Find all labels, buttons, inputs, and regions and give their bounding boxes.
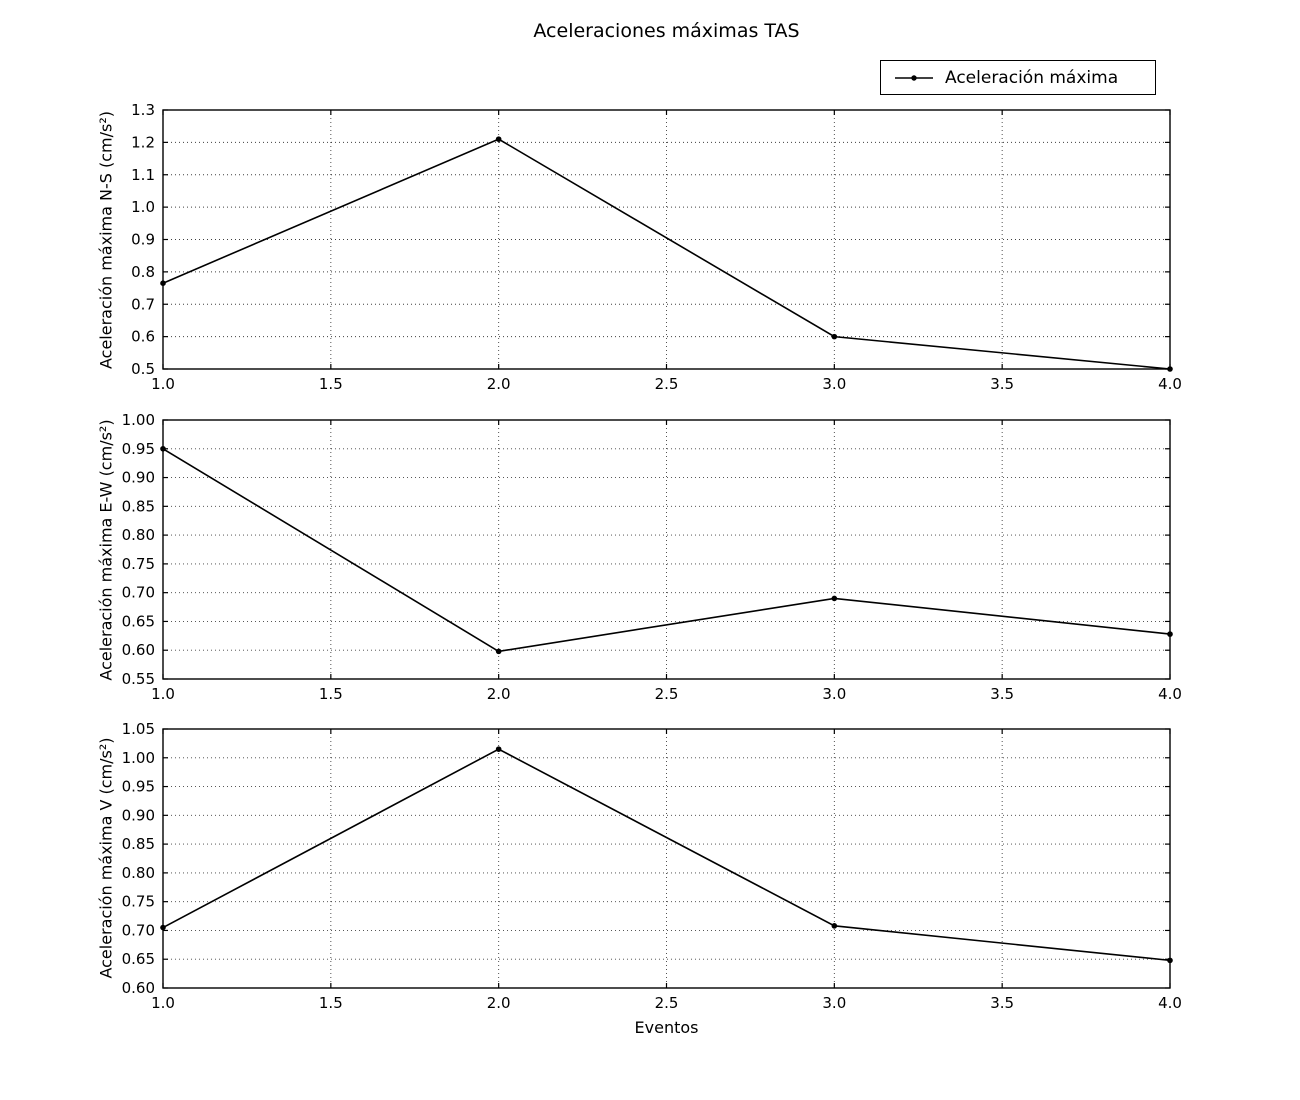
y-tick-label: 0.90	[121, 806, 155, 825]
y-tick-label: 0.70	[121, 583, 155, 602]
x-tick-label: 4.0	[1158, 375, 1182, 393]
y-tick-label: 0.85	[121, 835, 155, 854]
data-point-marker	[160, 925, 166, 931]
y-tick-label: 0.60	[121, 979, 155, 997]
x-tick-label: 4.0	[1158, 994, 1182, 1012]
data-point-marker	[496, 649, 502, 655]
x-tick-label: 3.5	[990, 994, 1015, 1012]
x-tick-label: 3.5	[990, 375, 1015, 393]
x-tick-label: 3.0	[822, 685, 847, 703]
data-point-marker	[160, 280, 166, 286]
y-tick-label: 0.80	[121, 863, 155, 882]
y-tick-label: 0.80	[121, 526, 155, 545]
x-tick-label: 2.0	[486, 685, 511, 703]
y-tick-label: 1.0	[131, 198, 155, 217]
x-tick-label: 1.0	[151, 375, 175, 393]
y-axis-label-ns: Aceleración máxima N-S (cm/s²)	[96, 110, 116, 370]
data-point-marker	[1167, 631, 1173, 637]
y-tick-label: 1.05	[121, 720, 155, 738]
y-tick-label: 0.65	[121, 950, 155, 969]
y-tick-label: 1.00	[121, 748, 155, 767]
y-tick-label: 0.55	[121, 670, 155, 688]
x-tick-label: 2.0	[486, 994, 511, 1012]
y-tick-label: 0.65	[121, 612, 155, 631]
x-tick-label: 4.0	[1158, 685, 1182, 703]
y-axis-label-ew: Aceleración máxima E-W (cm/s²)	[96, 419, 116, 681]
y-tick-label: 0.85	[121, 497, 155, 516]
y-tick-label: 0.75	[121, 554, 155, 573]
chart-title: Aceleraciones máximas TAS	[533, 20, 800, 42]
x-tick-label: 3.5	[990, 685, 1015, 703]
x-tick-label: 1.5	[318, 994, 343, 1012]
y-tick-label: 0.5	[131, 360, 155, 378]
x-tick-label: 3.0	[822, 994, 847, 1012]
y-tick-label: 1.2	[131, 133, 155, 152]
legend-label: Aceleración máxima	[945, 67, 1119, 88]
y-tick-label: 1.1	[131, 165, 155, 184]
y-tick-label: 1.00	[121, 411, 155, 429]
x-tick-label: 1.0	[151, 994, 175, 1012]
y-tick-label: 0.95	[121, 439, 155, 458]
x-tick-label: 2.5	[654, 375, 679, 393]
x-tick-label: 1.0	[151, 685, 175, 703]
y-tick-label: 0.70	[121, 921, 155, 940]
y-axis-label-v: Aceleración máxima V (cm/s²)	[96, 737, 116, 979]
y-tick-label: 0.9	[131, 230, 155, 249]
data-point-marker	[1167, 366, 1173, 372]
data-point-marker	[832, 923, 838, 929]
series-line	[163, 749, 1170, 960]
x-tick-label: 1.5	[318, 375, 343, 393]
data-point-marker	[832, 334, 838, 340]
x-tick-label: 1.5	[318, 685, 343, 703]
x-axis-label: Eventos	[634, 1018, 699, 1037]
x-tick-label: 2.5	[654, 685, 679, 703]
x-tick-label: 2.0	[486, 375, 511, 393]
y-tick-label: 0.60	[121, 641, 155, 660]
y-tick-label: 0.90	[121, 468, 155, 487]
data-point-marker	[1167, 958, 1173, 964]
y-tick-label: 1.3	[131, 101, 155, 119]
y-tick-label: 0.7	[131, 295, 155, 314]
data-point-marker	[496, 746, 502, 752]
y-tick-label: 0.8	[131, 262, 155, 281]
y-tick-label: 0.75	[121, 892, 155, 911]
data-point-marker	[832, 596, 838, 602]
data-point-marker	[496, 136, 502, 142]
data-point-marker	[160, 446, 166, 452]
y-tick-label: 0.95	[121, 777, 155, 796]
y-tick-label: 0.6	[131, 327, 155, 346]
x-tick-label: 3.0	[822, 375, 847, 393]
x-tick-label: 2.5	[654, 994, 679, 1012]
